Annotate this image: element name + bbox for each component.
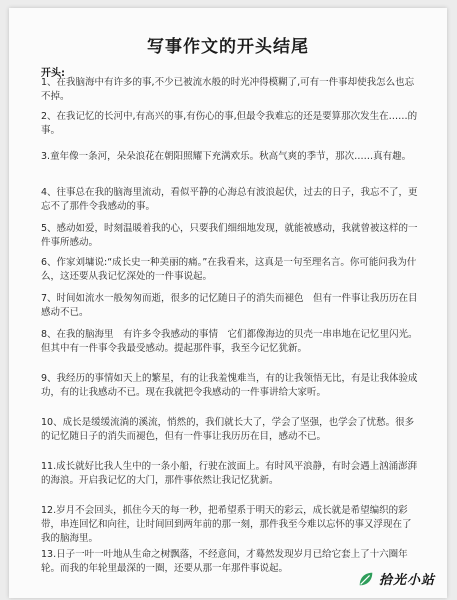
section-heading: 开头: xyxy=(41,68,65,79)
paragraph: 13.日子一叶一叶地从生命之树飘落，不经意间，才蓦然发现岁月已给它套上了十六圈年轮。而我的年轮里最深的一圈，还要从那一年那件事说起。 xyxy=(41,549,408,574)
paragraph: 8、在我的脑海里 有许多令我感动的事情 它们都像海边的贝壳一串串地在记忆里闪光。但其中有一件事令我最受感动。提起那件事，我至今记忆犹新。 xyxy=(41,329,418,354)
leaf-icon xyxy=(357,570,375,588)
document-page xyxy=(9,8,447,598)
paragraph: 11.成长就好比我人生中的一条小船，行驶在波面上。有时风平浪静，有时会遇上汹涌澎湃的海浪。开启我记忆的大门，那件事依然让我记忆犹新。 xyxy=(41,461,418,486)
paragraph: 1、在我脑海中有许多的事,不少已被流水般的时光冲得模糊了,可有一件事却使我怎么也忘不掉。 xyxy=(41,77,415,102)
paragraph: 6、作家刘墉说:“成长史一种美丽的痛。”在我看来，这真是一句至理名言。你可能问我为什么，这还要从我记忆深处的一件事说起。 xyxy=(41,257,417,282)
paragraph: 12.岁月不会回头，抓住今天的每一秒，把希望系于明天的彩云，成长就是希望编织的彩带，串连回忆和向往，让时间回到两年前的那一刻，那件我至今难以忘怀的事又浮现在了我的脑海里。 xyxy=(41,505,412,544)
paragraph: 10、成长是缓缓流淌的溪流，悄然的，我们就长大了，学会了坚强，也学会了忧愁。很多的记忆随日子的消失而褪色，但有一件事让我历历在目，感动不已。 xyxy=(41,417,415,442)
paragraph: 5、感动如爱，时刻温暖着我的心，只要我们细细地发现，就能被感动，我就曾被这样的一件事所感动。 xyxy=(41,223,418,248)
document-title: 写事作文的开头结尾 xyxy=(147,37,309,57)
paragraph: 9、我经历的事情如天上的繁星，有的让我羞愧难当，有的让我领悟无比，有是让我体验成功，有的让我感动不已。现在我就把令我感动的一件事讲给大家听。 xyxy=(41,373,418,398)
paragraph: 2、在我记忆的长河中,有高兴的事,有伤心的事,但最令我难忘的还是要算那次发生在……的事。 xyxy=(41,111,418,136)
paragraph: 7、时间如流水一般匆匆而逝，很多的记忆随日子的消失而褪色 但有一件事让我历历在目 感动不已。 xyxy=(41,293,428,318)
paragraph: 4、往事总在我的脑海里流动，看似平静的心海总有波浪起伏，过去的日子，我忘不了，更忘不了那件令我感动的事。 xyxy=(41,187,418,212)
watermark-text: 拾光小站 xyxy=(378,573,435,588)
watermark-logo xyxy=(357,569,435,588)
paragraph: 3.童年像一条河，朵朵浪花在朝阳照耀下充满欢乐。秋高气爽的季节，那次……真有趣。 xyxy=(41,151,412,162)
